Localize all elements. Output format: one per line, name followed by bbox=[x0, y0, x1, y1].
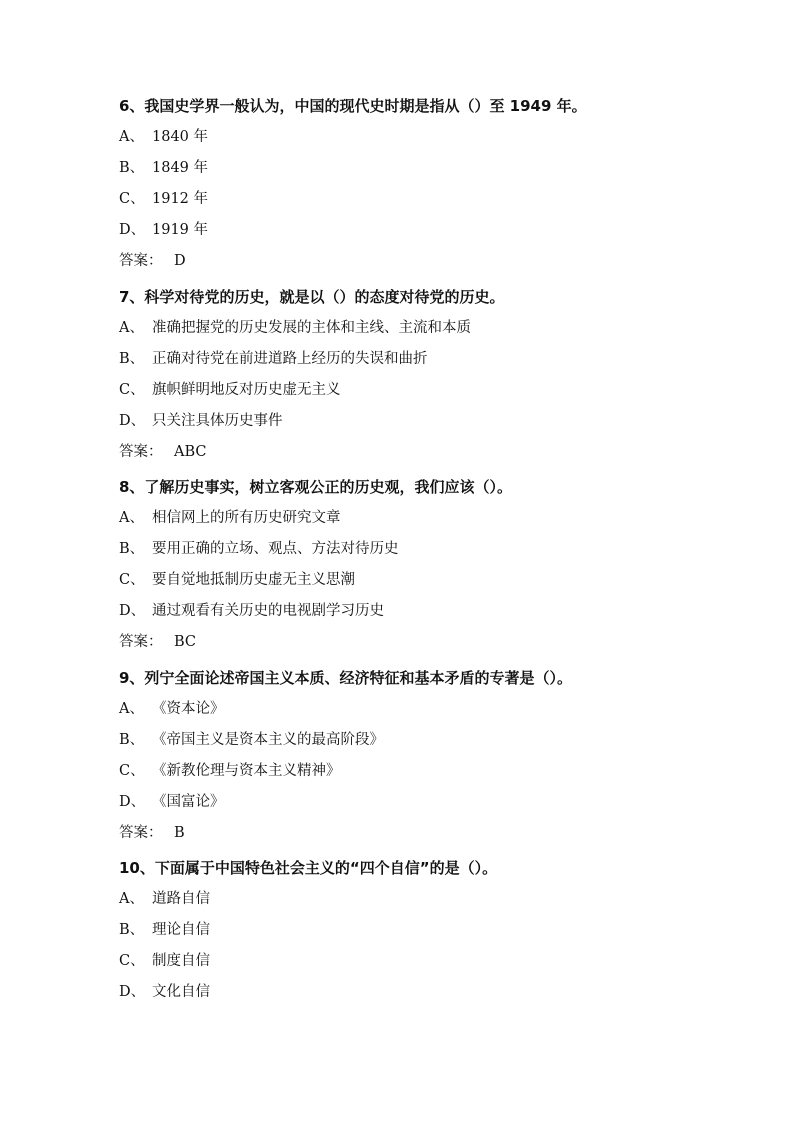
option-c bbox=[119, 189, 759, 220]
option-b bbox=[119, 349, 759, 380]
question-6 bbox=[119, 96, 759, 282]
option-letter: B、 bbox=[119, 160, 145, 176]
option-letter: B、 bbox=[119, 922, 145, 938]
option-letter: B、 bbox=[119, 732, 145, 748]
option-text: 准确把握党的历史发展的主体和主线、主流和本质 bbox=[152, 320, 471, 336]
option-a bbox=[119, 699, 759, 730]
answer-value: B bbox=[174, 825, 185, 841]
option-d bbox=[119, 411, 759, 442]
option-c bbox=[119, 380, 759, 411]
answer-label: 答案： bbox=[119, 825, 163, 841]
question-title: 7、科学对待党的历史，就是以（）的态度对待党的历史。 bbox=[119, 288, 505, 306]
answer-line bbox=[119, 251, 759, 282]
question-7 bbox=[119, 287, 759, 473]
answer-label: 答案： bbox=[119, 253, 163, 269]
question-title: 9、列宁全面论述帝国主义本质、经济特征和基本矛盾的专著是（）。 bbox=[119, 669, 572, 687]
option-letter: C、 bbox=[119, 953, 145, 969]
option-letter: A、 bbox=[119, 510, 144, 526]
option-letter: C、 bbox=[119, 572, 145, 588]
option-a bbox=[119, 127, 759, 158]
question-9 bbox=[119, 668, 759, 854]
option-text: 《帝国主义是资本主义的最高阶段》 bbox=[152, 732, 384, 748]
option-b bbox=[119, 158, 759, 189]
option-text: 1840 年 bbox=[152, 129, 209, 145]
option-text: 文化自信 bbox=[152, 984, 210, 1000]
answer-line bbox=[119, 632, 759, 663]
question-title: 8、了解历史事实，树立客观公正的历史观，我们应该（）。 bbox=[119, 478, 512, 496]
answer-line bbox=[119, 823, 759, 854]
option-letter: D、 bbox=[119, 794, 146, 810]
option-letter: C、 bbox=[119, 763, 145, 779]
option-d bbox=[119, 220, 759, 251]
option-text: 旗帜鲜明地反对历史虚无主义 bbox=[152, 382, 341, 398]
question-title: 6、我国史学界一般认为，中国的现代史时期是指从（）至 1949 年。 bbox=[119, 97, 587, 115]
option-letter: D、 bbox=[119, 413, 146, 429]
option-a bbox=[119, 508, 759, 539]
option-text: 1849 年 bbox=[152, 160, 209, 176]
option-text: 《资本论》 bbox=[152, 701, 225, 717]
option-text: 相信网上的所有历史研究文章 bbox=[152, 510, 341, 526]
option-d bbox=[119, 982, 759, 1013]
answer-label: 答案： bbox=[119, 634, 163, 650]
option-letter: D、 bbox=[119, 603, 146, 619]
question-8 bbox=[119, 477, 759, 663]
option-letter: A、 bbox=[119, 701, 144, 717]
option-d bbox=[119, 601, 759, 632]
option-text: 要用正确的立场、观点、方法对待历史 bbox=[152, 541, 399, 557]
option-b bbox=[119, 539, 759, 570]
option-letter: A、 bbox=[119, 129, 144, 145]
option-text: 《新教伦理与资本主义精神》 bbox=[152, 763, 341, 779]
option-c bbox=[119, 570, 759, 601]
option-text: 正确对待党在前进道路上经历的失误和曲折 bbox=[152, 351, 428, 367]
option-text: 制度自信 bbox=[152, 953, 210, 969]
answer-label: 答案： bbox=[119, 444, 163, 460]
option-text: 1912 年 bbox=[152, 191, 209, 207]
option-letter: B、 bbox=[119, 541, 145, 557]
option-text: 只关注具体历史事件 bbox=[152, 413, 283, 429]
option-text: 通过观看有关历史的电视剧学习历史 bbox=[152, 603, 384, 619]
option-c bbox=[119, 951, 759, 982]
option-letter: A、 bbox=[119, 320, 144, 336]
option-b bbox=[119, 730, 759, 761]
question-title: 10、下面属于中国特色社会主义的“四个自信”的是（）。 bbox=[119, 859, 498, 877]
option-letter: A、 bbox=[119, 891, 144, 907]
option-letter: D、 bbox=[119, 222, 146, 238]
question-10 bbox=[119, 858, 759, 1013]
option-b bbox=[119, 920, 759, 951]
option-text: 理论自信 bbox=[152, 922, 210, 938]
answer-value: ABC bbox=[174, 444, 207, 460]
option-letter: C、 bbox=[119, 382, 145, 398]
option-letter: C、 bbox=[119, 191, 145, 207]
option-letter: B、 bbox=[119, 351, 145, 367]
option-a bbox=[119, 889, 759, 920]
option-letter: D、 bbox=[119, 984, 146, 1000]
option-text: 《国富论》 bbox=[152, 794, 225, 810]
option-text: 道路自信 bbox=[152, 891, 210, 907]
answer-value: D bbox=[174, 253, 186, 269]
answer-line bbox=[119, 442, 759, 473]
answer-value: BC bbox=[174, 634, 197, 650]
option-d bbox=[119, 792, 759, 823]
option-text: 要自觉地抵制历史虚无主义思潮 bbox=[152, 572, 355, 588]
option-c bbox=[119, 761, 759, 792]
option-a bbox=[119, 318, 759, 349]
option-text: 1919 年 bbox=[152, 222, 209, 238]
